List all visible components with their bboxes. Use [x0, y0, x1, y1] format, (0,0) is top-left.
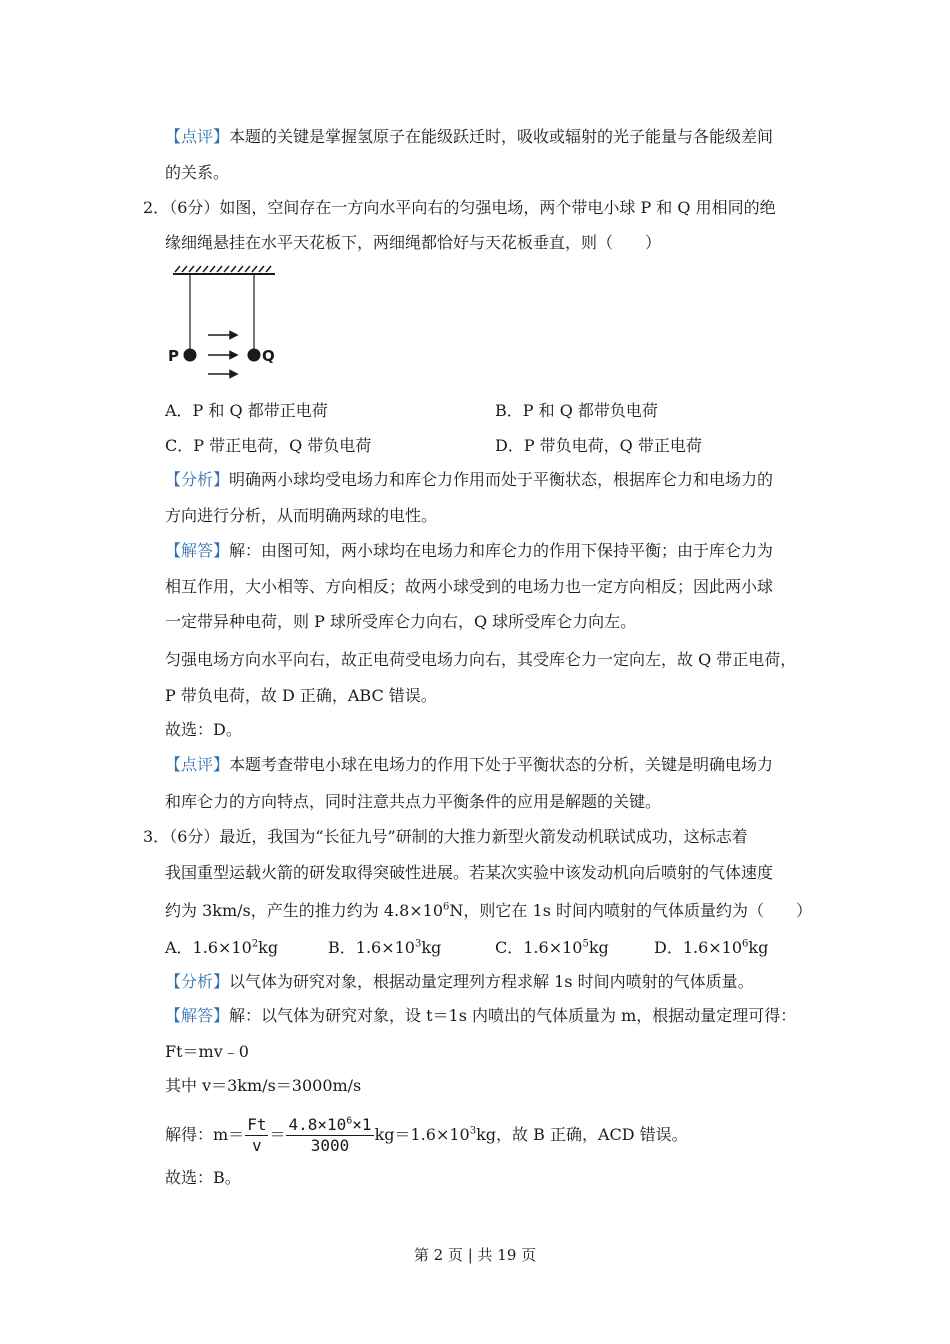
ceiling-hatching [175, 266, 271, 272]
q3-option-a: A．$1.6\times 10^2kg$ [165, 938, 279, 957]
q3-answer-line-2: Ft＝mv﹣0 [165, 1042, 249, 1061]
question-2-line-2: 缘细绳悬挂在水平天花板下，两细绳都恰好与天花板垂直，则（ ） [165, 233, 662, 252]
question-3-line-2: 我国重型运载火箭的研发取得突破性进展。若某次实验中该发动机向后喷射的气体速度 [165, 863, 774, 882]
q3-option-d: D．$1.6\times 10^6kg$ [654, 938, 769, 957]
review-line-2: 的关系。 [165, 163, 230, 182]
fraction-ft-over-v: $\frac{Ft}{v}$ [247, 1115, 267, 1155]
q3-answer-line-1: 【解答】解：以气体为研究对象，设 t＝1s 内喷出的气体质量为 m，根据动量定理可得： [165, 1006, 797, 1025]
field-arrows [208, 332, 237, 378]
question-3-line-3: 约为 3km/s，产生的推力约为 $4.8\times 10^6N$，则它在 1s 时间内喷射的气体质量约为（ ） [165, 901, 812, 920]
review-tag: 【点评】 [165, 755, 230, 774]
question-3-line-1: 3．（6分）最近，我国为“长征九号”研制的大推力新型火箭发动机联试成功，这标志着 [143, 827, 748, 846]
analysis-tag: 【分析】 [165, 972, 230, 991]
answer-line-4: 匀强电场方向水平向右，故正电荷受电场力向右，其受库仑力一定向左，故 Q 带正电荷， [165, 650, 797, 669]
ball-p [184, 349, 197, 362]
review-line-1: 【点评】本题的关键是掌握氢原子在能级跃迁时，吸收或辐射的光子能量与各能级差间 [165, 127, 774, 146]
question-number: 3． [143, 827, 170, 846]
review2-line-2: 和库仑力的方向特点，同时注意共点力平衡条件的应用是解题的关键。 [165, 792, 662, 811]
question-number: 2． [143, 198, 170, 217]
answer-tag: 【解答】 [165, 1006, 230, 1025]
question-2-line-1: 2．（6分）如图，空间存在一方向水平向右的匀强电场，两个带电小球 P 和 Q 用相同的绝 [143, 198, 776, 217]
pendulum-figure [165, 262, 285, 384]
q3-option-c: C．$1.6\times 10^5kg$ [495, 938, 609, 957]
option-d: D．P 带负电荷，Q 带正电荷 [495, 436, 702, 455]
analysis-tag: 【分析】 [165, 470, 230, 489]
review2-line-1: 【点评】本题考查带电小球在电场力的作用下处于平衡状态的分析，关键是明确电场力 [165, 755, 774, 774]
q3-option-b: B．$1.6\times 10^3kg$ [328, 938, 442, 957]
answer-tag: 【解答】 [165, 541, 230, 560]
analysis-line-1: 【分析】明确两小球均受电场力和库仑力作用而处于平衡状态，根据库仑力和电场力的 [165, 470, 774, 489]
review-tag: 【点评】 [165, 127, 230, 146]
answer-line-5: P 带负电荷，故 D 正确，ABC 错误。 [165, 686, 437, 705]
ball-q [248, 349, 261, 362]
fraction-mass-value: $\frac{4.8\times 10^6\times 1}{3000}$ [288, 1115, 372, 1155]
label-q: Q [262, 347, 275, 365]
q3-answer-line-3: 其中 v＝3km/s＝3000m/s [165, 1076, 362, 1095]
answer-line-3: 一定带异种电荷，则 P 球所受库仑力向右，Q 球所受库仑力向左。 [165, 612, 637, 631]
answer-line-2: 相互作用，大小相等、方向相反；故两小球受到的电场力也一定方向相反；因此两小球 [165, 577, 774, 596]
answer-line-1: 【解答】解：由图可知，两小球均在电场力和库仑力的作用下保持平衡；由于库仑力为 [165, 541, 774, 560]
page-footer: 第 2 页 | 共 19 页 [413, 1246, 537, 1264]
q3-analysis-line: 【分析】以气体为研究对象，根据动量定理列方程求解 1s 时间内喷射的气体质量。 [165, 972, 754, 991]
option-c: C．P 带正电荷，Q 带负电荷 [165, 436, 372, 455]
q3-answer-formula-line: 解得：m＝ $\frac{Ft}{v}$ ＝ $\frac{4.8\times 10^6\times 1}{3000}$ $kg=1.6\times 10^3kg$，故 B 正确，ACD 错误。 [165, 1115, 688, 1155]
answer-line-6: 故选：D。 [165, 720, 242, 739]
option-a: A．P 和 Q 都带正电荷 [165, 401, 328, 420]
analysis-line-2: 方向进行分析，从而明确两球的电性。 [165, 506, 438, 525]
option-b: B．P 和 Q 都带负电荷 [495, 401, 658, 420]
label-p: P [168, 347, 179, 365]
q3-answer-line-5: 故选：B。 [165, 1168, 241, 1187]
